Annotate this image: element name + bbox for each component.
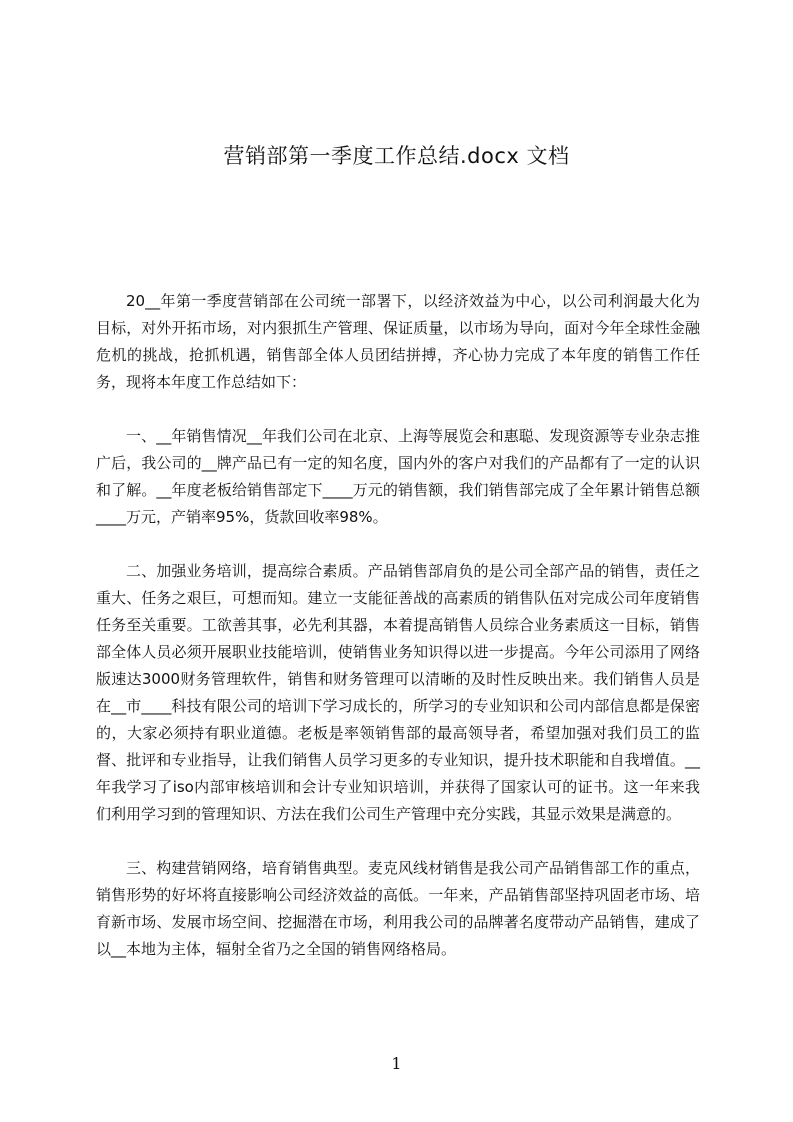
page-number: 1 — [391, 1054, 402, 1073]
paragraph-sales-status: 一、__年销售情况__年我们公司在北京、上海等展览会和惠聪、发现资源等专业杂志推广后，我公司的__牌产品已有一定的知名度，国内外的客户对我们的产品都有了一定的认识和了解。__年度老板给销售部定下____万元的销售额，我们销售部完成了全年累计销售总额____万元，产销率95%，货款回收率98%。 — [96, 427, 700, 526]
paragraph-intro: 20__年第一季度营销部在公司统一部署下，以经济效益为中心，以公司利润最大化为目标，对外开拓市场，对内狠抓生产管理、保证质量，以市场为导向，面对今年全球性金融危机的挑战，抢抓机遇，销售部全体人员团结拼搏，齐心协力完成了本年度的销售工作任务，现将本年度工作总结如下： — [96, 292, 700, 391]
paragraph-training: 二、加强业务培训，提高综合素质。产品销售部肩负的是公司全部产品的销售，责任之重大、任务之艰巨，可想而知。建立一支能征善战的高素质的销售队伍对完成公司年度销售任务至关重要。工欲善其事，必先利其器，本着提高销售人员综合业务素质这一目标，销售部全体人员必须开展职业技能培训，使销售业务知识得以进一步提高。今年公司添用了网络版速达3000财务管理软件，销售和财务管理可以清晰的及时性反映出来。我们销售人员是在__市____科技有限公司的培训下学习成长的，所学习的专业知识和公司内部信息都是保密的，大家必须持有职业道德。老板是率领销售部的最高领导者，希望加强对我们员工的监督、批评和专业指导，让我们销售人员学习更多的专业知识，提升技术职能和自我增值。__年我学习了iso内部审核培训和会计专业知识培训，并获得了国家认可的证书。这一年来我们利用学习到的管理知识、方法在我们公司生产管理中充分实践，其显示效果是满意的。 — [96, 562, 700, 823]
paragraph-network: 三、构建营销网络，培育销售典型。麦克风线材销售是我公司产品销售部工作的重点，销售形势的好坏将直接影响公司经济效益的高低。一年来，产品销售部坚持巩固老市场、培育新市场、发展市场空间、挖掘潜在市场，利用我公司的品牌著名度带动产品销售，建成了以__本地为主体，辐射全省乃之全国的销售网络格局。 — [96, 859, 700, 958]
document-body — [96, 288, 700, 990]
document-title: 营销部第一季度工作总结.docx 文档 — [223, 144, 570, 168]
